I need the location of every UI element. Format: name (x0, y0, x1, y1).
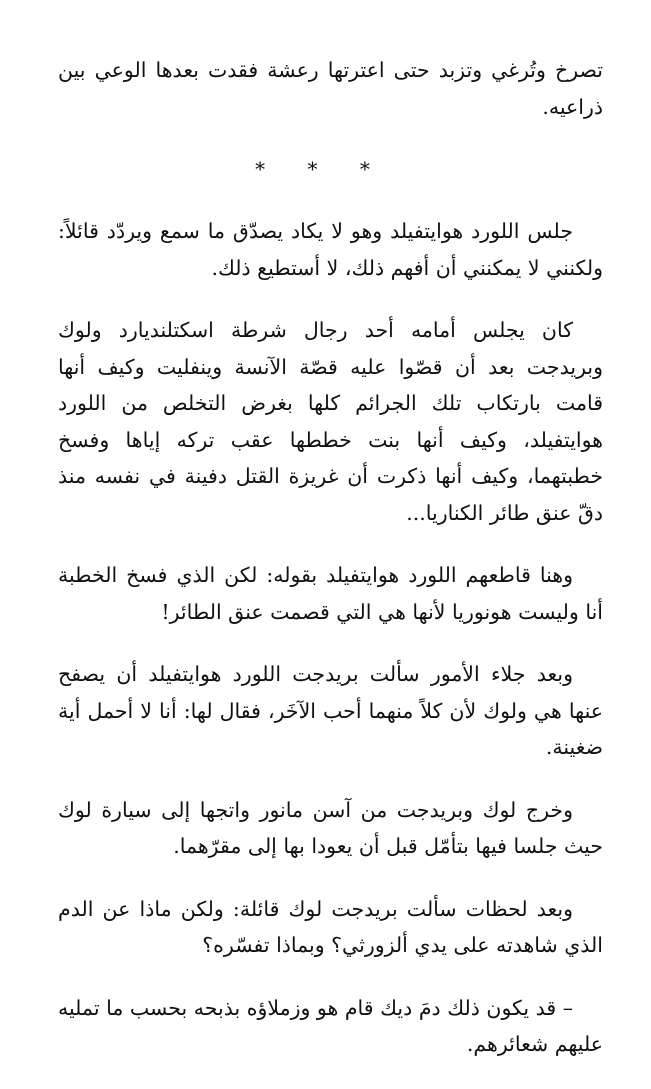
paragraph-5: وبعد جلاء الأمور سألت بريدجت اللورد هوايتفيلد أن يصفح عنها هي ولوك لأن كلاً منهما أحب الآخَر، فقال لها: أنا لا أحمل أية ضغينة. (58, 662, 603, 759)
paragraph-7: وبعد لحظات سألت بريدجت لوك قائلة: ولكن ماذا عن الدم الذي شاهدته على يدي ألزورثي؟ وبماذا تفسّره؟ (58, 896, 603, 957)
paragraph-1: تصرخ وتُرغي وتزبد حتى اعترتها رعشة فقدت بعدها الوعي بين ذراعيه. (58, 58, 603, 119)
paragraph-4: وهنا قاطعهم اللورد هوايتفيلد بقوله: لكن الذي فسخ الخطبة أنا وليست هونوريا لأنها هي التي قصمت عنق الطائر! (58, 563, 603, 624)
section-separator: * * * (255, 157, 388, 181)
book-page (58, 52, 603, 1089)
paragraph-8: – قد يكون ذلك دمَ ديك قام هو وزملاؤه بذبحه بحسب ما تمليه عليهم شعائرهم. (58, 995, 603, 1056)
paragraph-2: جلس اللورد هوايتفيلد وهو لا يكاد يصدّق ما سمع ويردّد قائلاً: ولكنني لا يمكنني أن أفهم ذلك، لا أستطيع ذلك. (58, 219, 603, 280)
paragraph-3: كان يجلس أمامه أحد رجال شرطة اسكتلنديارد ولوك وبريدجت بعد أن قصّوا عليه قصّة الآنسة وينفليت وكيف أنها قامت بارتكاب تلك الجرائم كلها بغرض التخلص من اللورد هوايتفيلد، وكيف أنها بنت خططها عقب تركه إياها وفسخ خطبتهما، وكيف أنها ذكرت أن غريزة القتل دفينة في نفسه منذ دقّ عنق طائر الكناريا... (58, 318, 603, 525)
paragraph-6: وخرج لوك وبريدجت من آسن مانور واتجها إلى سيارة لوك حيث جلسا فيها بتأمّل قبل أن يعودا بها إلى مقرّهما. (58, 797, 603, 858)
